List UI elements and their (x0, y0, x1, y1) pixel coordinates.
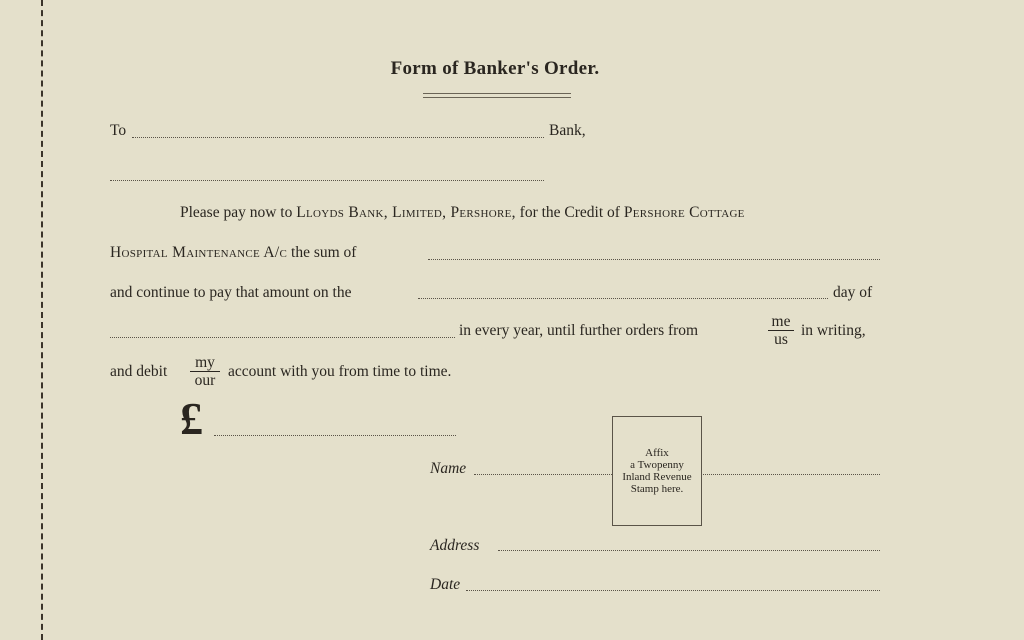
sum-field[interactable] (428, 259, 880, 260)
title-double-rule (423, 93, 571, 98)
fraction-our: our (194, 372, 216, 389)
to-label: To (110, 122, 127, 139)
stamp-box (612, 416, 702, 526)
stamp-line-2: a Twopenny (630, 459, 684, 471)
fraction-me: me (768, 313, 794, 331)
every-year-label: in every year, until further orders from (459, 322, 699, 339)
day-of-label: day of (833, 284, 873, 301)
month-field[interactable] (110, 337, 455, 338)
in-writing-label: in writing, (801, 322, 866, 339)
para1-middle: for the Credit of (515, 204, 624, 221)
fraction-my: my (190, 354, 220, 372)
name-label: Name (430, 460, 467, 477)
date-label: Date (430, 576, 461, 593)
bank-address-field[interactable] (110, 180, 544, 181)
form-title: Form of Banker's Order. (390, 58, 600, 79)
para1-line (180, 204, 745, 222)
beneficiary-name: Pershore Cottage (623, 204, 745, 221)
account-name: Hospital Maintenance A/c (110, 244, 288, 261)
me-us-fraction (768, 313, 794, 348)
account-time-label: account with you from time to time. (228, 363, 452, 380)
and-debit-label: and debit (110, 363, 168, 380)
date-field[interactable] (466, 590, 880, 591)
sum-of-label: the sum of (287, 244, 357, 261)
address-label: Address (430, 537, 480, 554)
para2-line (110, 244, 356, 262)
name-field-left[interactable] (474, 474, 612, 475)
continue-pay-label: and continue to pay that amount on the (110, 284, 352, 301)
amount-field[interactable] (214, 435, 456, 436)
bank-name-field[interactable] (132, 137, 544, 138)
para1-start: Please pay now to (180, 204, 297, 221)
stamp-line-1: Affix (645, 447, 669, 459)
stamp-line-4: Stamp here. (630, 483, 684, 495)
my-our-fraction (190, 354, 220, 389)
name-field-right[interactable] (703, 474, 880, 475)
payee-name: Lloyds Bank, Limited, Pershore, (296, 204, 516, 221)
date-day-field[interactable] (418, 298, 828, 299)
bank-label: Bank, (549, 122, 586, 139)
pound-sign: £ (180, 393, 203, 444)
stamp-line-3: Inland Revenue (622, 471, 692, 483)
perforation-line (41, 0, 43, 640)
fraction-us: us (774, 331, 788, 348)
stamp-instructions (613, 447, 701, 495)
address-field[interactable] (498, 550, 880, 551)
